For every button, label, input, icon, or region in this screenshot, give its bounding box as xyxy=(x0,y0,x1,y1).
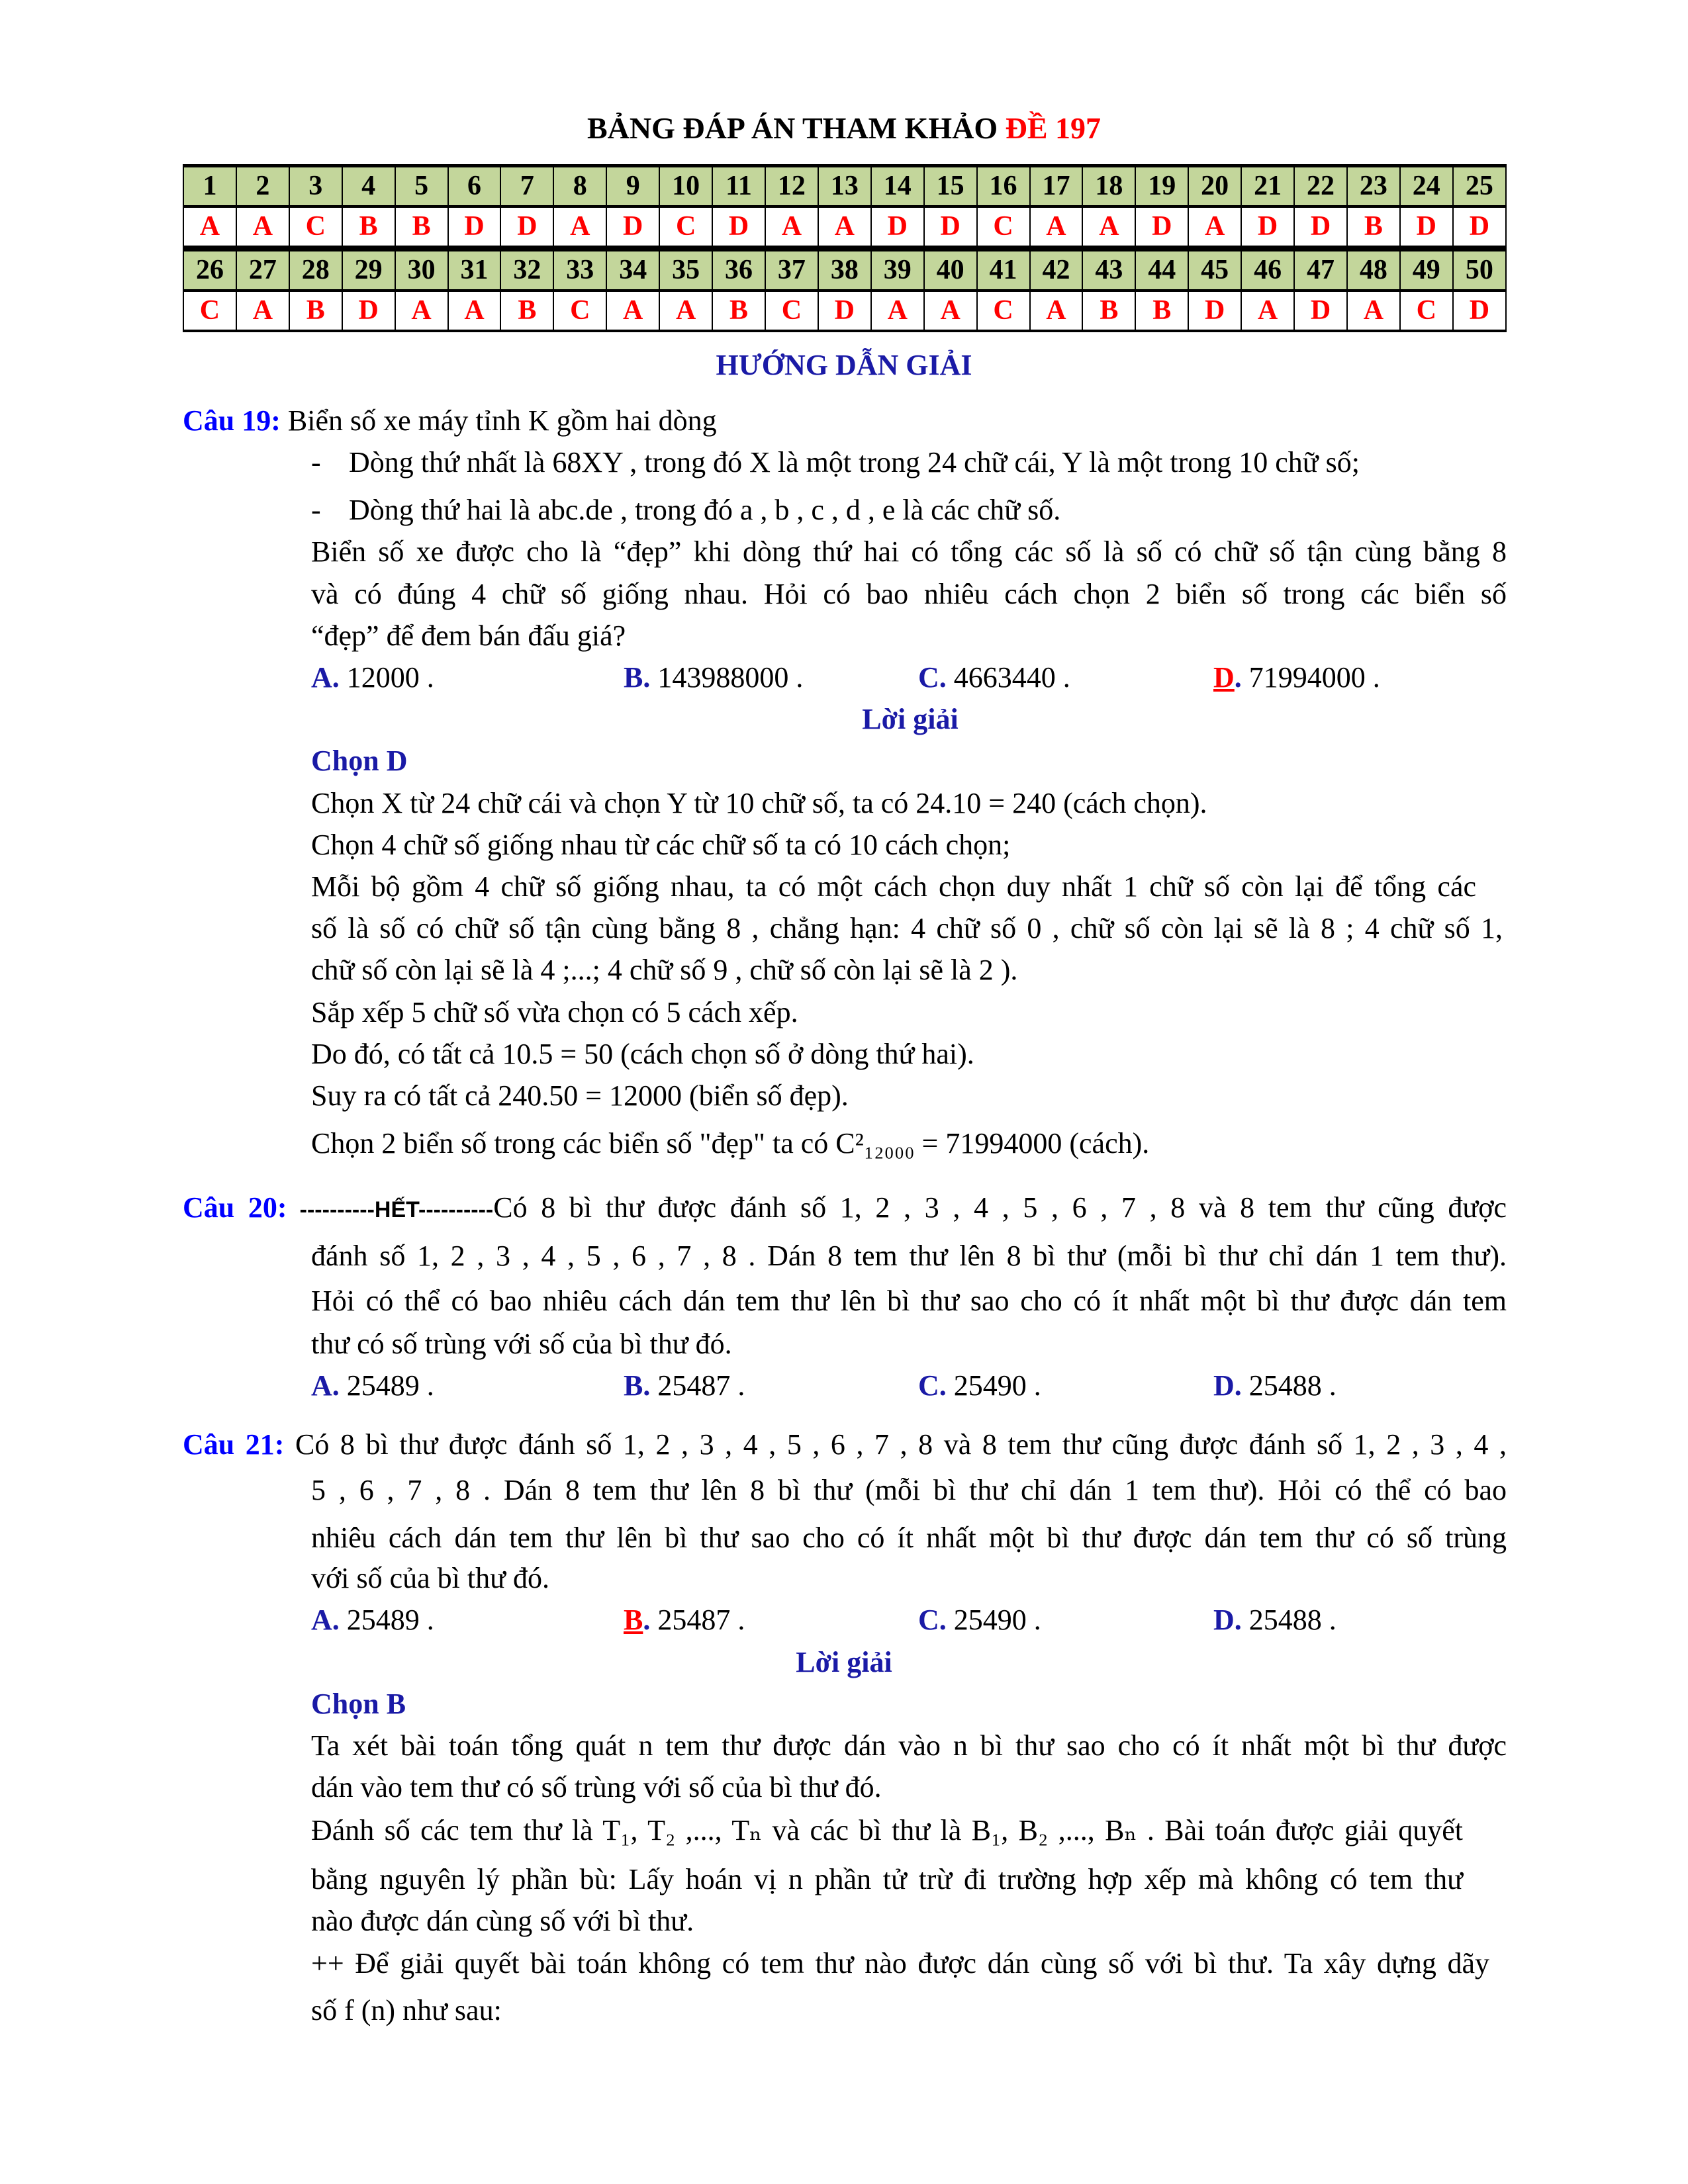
question-number-cell: 32 xyxy=(500,250,553,291)
answer-cell: B xyxy=(342,206,395,247)
option-letter: A. xyxy=(311,661,340,694)
question-number-cell: 30 xyxy=(395,250,448,291)
chosen-answer: Chọn B xyxy=(311,1688,406,1720)
option-value: 25487 . xyxy=(650,1369,745,1402)
answer-cell: A xyxy=(818,206,871,247)
solution-line: Suy ra có tất cả 240.50 = 12000 (biển số đẹp). xyxy=(311,1079,849,1112)
bullet-line xyxy=(311,441,1360,483)
answer-cell: A xyxy=(871,291,924,331)
solution-heading: Lời giải xyxy=(796,1646,892,1678)
question-number-cell: 16 xyxy=(977,166,1030,207)
question-number-cell: 46 xyxy=(1241,250,1294,291)
question-text: và có đúng 4 chữ số giống nhau. Hỏi có bao nhiêu cách chọn 2 biển số trong các biển số xyxy=(311,578,1507,610)
option-dot: . xyxy=(1234,661,1242,694)
answer-cell: D xyxy=(818,291,871,331)
answer-cell: C xyxy=(977,291,1030,331)
question-number-cell: 25 xyxy=(1453,166,1506,207)
answer-cell: C xyxy=(1400,291,1453,331)
question-text: nhiêu cách dán tem thư lên bì thư sao cho có ít nhất một bì thư được dán tem thư có số trùng xyxy=(311,1522,1507,1554)
question-number-cell: 35 xyxy=(659,250,712,291)
options-q21 xyxy=(0,1599,1688,1641)
option-value: 25488 . xyxy=(1241,1369,1336,1402)
solution-line: Mỗi bộ gồm 4 chữ số giống nhau, ta có một cách chọn duy nhất 1 chữ số còn lại để tổng các xyxy=(311,870,1476,903)
question-number-cell: 42 xyxy=(1030,250,1083,291)
option-letter: C. xyxy=(918,1369,947,1402)
answer-cell: B xyxy=(289,291,342,331)
options-q20 xyxy=(0,1365,1688,1406)
question-19 xyxy=(183,400,717,441)
option-c[interactable] xyxy=(918,1365,1041,1406)
solution-line: dán vào tem thư có số trùng với số của bì thư đó. xyxy=(311,1771,882,1803)
answer-cell: A xyxy=(553,206,606,247)
question-number-cell: 11 xyxy=(712,166,765,207)
question-text: “đẹp” để đem bán đấu giá? xyxy=(311,619,626,652)
option-value: 25488 . xyxy=(1241,1604,1336,1636)
question-label: Câu 19: xyxy=(183,404,281,437)
question-21 xyxy=(183,1424,1507,1465)
question-number-cell: 14 xyxy=(871,166,924,207)
answer-cell: D xyxy=(712,206,765,247)
question-text: 5 , 6 , 7 , 8 . Dán 8 tem thư lên 8 bì thư (mỗi bì thư chỉ dán 1 tem thư). Hỏi có thể có bao xyxy=(311,1474,1507,1506)
question-number-cell: 6 xyxy=(448,166,501,207)
answer-cell: B xyxy=(1082,291,1135,331)
answer-cell: D xyxy=(1135,206,1188,247)
answer-cell: D xyxy=(1241,206,1294,247)
answer-cell: A xyxy=(395,291,448,331)
question-number-cell: 20 xyxy=(1188,166,1241,207)
option-a[interactable] xyxy=(311,1365,434,1406)
question-number-cell: 10 xyxy=(659,166,712,207)
option-letter: B xyxy=(624,1604,643,1636)
option-value: 25487 . xyxy=(650,1604,745,1636)
question-number-cell: 12 xyxy=(765,166,818,207)
solution-line: Ta xét bài toán tổng quát n tem thư được dán vào n bì thư sao cho có ít nhất một bì thư được xyxy=(311,1729,1507,1762)
answer-cell: A xyxy=(659,291,712,331)
option-value: 71994000 . xyxy=(1241,661,1380,694)
solution-line: ++ Để giải quyết bài toán không có tem thư nào được dán cùng số với bì thư. Ta xây dựng dãy xyxy=(311,1947,1489,1979)
solution-line: Do đó, có tất cả 10.5 = 50 (cách chọn số ở dòng thứ hai). xyxy=(311,1038,974,1070)
question-number-cell: 33 xyxy=(553,250,606,291)
option-dot: . xyxy=(643,1604,651,1636)
option-letter: D. xyxy=(1213,1604,1242,1636)
question-number-cell: 37 xyxy=(765,250,818,291)
question-number-row xyxy=(183,250,1506,291)
option-c[interactable] xyxy=(918,1599,1041,1641)
question-text: Hỏi có thể có bao nhiêu cách dán tem thư lên bì thư sao cho có ít nhất một bì thư được dán tem xyxy=(311,1285,1507,1317)
option-value: 25490 . xyxy=(946,1369,1041,1402)
question-text: với số của bì thư đó. xyxy=(311,1562,549,1594)
end-marker: ----------HẾT---------- xyxy=(287,1197,494,1222)
answer-cell: A xyxy=(1082,206,1135,247)
question-number-cell: 4 xyxy=(342,166,395,207)
option-letter: D xyxy=(1213,661,1235,694)
answer-cell: A xyxy=(1347,291,1400,331)
answer-cell: B xyxy=(712,291,765,331)
option-d[interactable] xyxy=(1213,1365,1336,1406)
solution-line: số f (n) như sau: xyxy=(311,1994,502,2026)
option-b[interactable] xyxy=(624,657,803,698)
option-letter: C. xyxy=(918,1604,947,1636)
question-number-cell: 5 xyxy=(395,166,448,207)
question-number-cell: 29 xyxy=(342,250,395,291)
answer-cell: C xyxy=(977,206,1030,247)
question-text: Có 8 bì thư được đánh số 1, 2 , 3 , 4 , 5 , 6 , 7 , 8 và 8 tem thư cũng được đánh số 1, 2 , 3 , 4 , xyxy=(284,1428,1507,1461)
question-label: Câu 21: xyxy=(183,1428,285,1461)
answer-cell: A xyxy=(1241,291,1294,331)
question-number-cell: 17 xyxy=(1030,166,1083,207)
answer-key-title xyxy=(0,107,1688,149)
question-number-cell: 23 xyxy=(1347,166,1400,207)
answer-cell: A xyxy=(1030,291,1083,331)
question-number-cell: 8 xyxy=(553,166,606,207)
question-number-cell: 27 xyxy=(236,250,289,291)
answer-cell: C xyxy=(289,206,342,247)
option-letter: B. xyxy=(624,661,651,694)
question-text: thư có số trùng với số của bì thư đó. xyxy=(311,1328,732,1360)
answer-row xyxy=(183,206,1506,247)
question-label: Câu 20: xyxy=(183,1191,287,1224)
question-text: Dòng thứ hai là abc.de , trong đó a , b , c , d , e là các chữ số. xyxy=(349,494,1061,526)
question-number-cell: 22 xyxy=(1294,166,1347,207)
question-number-cell: 24 xyxy=(1400,166,1453,207)
answer-cell: A xyxy=(924,291,977,331)
question-number-cell: 36 xyxy=(712,250,765,291)
option-value: 25489 . xyxy=(339,1604,434,1636)
answer-cell: C xyxy=(183,291,236,331)
answer-table-2 xyxy=(183,248,1507,332)
answer-cell: A xyxy=(448,291,501,331)
question-number-cell: 41 xyxy=(977,250,1030,291)
solution-line: Chọn 2 biển số trong các biển số "đẹp" ta có C²₁₂₀₀₀ = 71994000 (cách). xyxy=(311,1127,1150,1160)
answer-cell: D xyxy=(448,206,501,247)
bullet-line xyxy=(311,489,1105,531)
option-value: 25489 . xyxy=(339,1369,434,1402)
option-d[interactable] xyxy=(1213,1599,1336,1641)
option-value: 25490 . xyxy=(946,1604,1041,1636)
answer-cell: D xyxy=(871,206,924,247)
question-text: Biển số xe được cho là “đẹp” khi dòng thứ hai có tổng các số là số có chữ số tận cùng bằng 8 xyxy=(311,535,1507,568)
solution-line: Chọn 4 chữ số giống nhau từ các chữ số ta có 10 cách chọn; xyxy=(311,829,1011,861)
option-letter: D. xyxy=(1213,1369,1242,1402)
question-number-cell: 19 xyxy=(1135,166,1188,207)
question-number-row xyxy=(183,166,1506,207)
title-text: BẢNG ĐÁP ÁN THAM KHẢO xyxy=(586,111,1006,145)
question-text: Có 8 bì thư được đánh số 1, 2 , 3 , 4 , 5 , 6 , 7 , 8 và 8 tem thư cũng được xyxy=(493,1191,1507,1224)
answer-cell: D xyxy=(1453,206,1506,247)
answer-cell: A xyxy=(1030,206,1083,247)
question-number-cell: 47 xyxy=(1294,250,1347,291)
solution-line: nào được dán cùng số với bì thư. xyxy=(311,1905,694,1937)
answer-cell: D xyxy=(1453,291,1506,331)
options-q19 xyxy=(0,657,1688,698)
question-number-cell: 15 xyxy=(924,166,977,207)
answer-cell: A xyxy=(236,291,289,331)
question-number-cell: 43 xyxy=(1082,250,1135,291)
option-letter: A. xyxy=(311,1369,340,1402)
guide-heading: HƯỚNG DẪN GIẢI xyxy=(716,349,972,381)
option-b[interactable] xyxy=(624,1365,745,1406)
answer-cell: D xyxy=(1294,291,1347,331)
answer-cell: A xyxy=(183,206,236,247)
option-letter: A. xyxy=(311,1604,340,1636)
option-a[interactable] xyxy=(311,657,434,698)
question-number-cell: 3 xyxy=(289,166,342,207)
question-number-cell: 26 xyxy=(183,250,236,291)
question-number-cell: 44 xyxy=(1135,250,1188,291)
solution-line: chữ số còn lại sẽ là 4 ;...; 4 chữ số 9 , chữ số còn lại sẽ là 2 ). xyxy=(311,954,1018,986)
option-b-correct[interactable] xyxy=(624,1599,745,1641)
answer-cell: B xyxy=(395,206,448,247)
question-number-cell: 48 xyxy=(1347,250,1400,291)
answer-cell: A xyxy=(765,206,818,247)
bullet: - xyxy=(311,494,321,526)
option-letter: B. xyxy=(624,1369,651,1402)
option-value: 143988000 . xyxy=(650,661,804,694)
answer-cell: D xyxy=(606,206,659,247)
solution-line: Đánh số các tem thư là T₁, T₂ ,..., Tₙ và các bì thư là B₁, B₂ ,..., Bₙ . Bài toán được giải quyết xyxy=(311,1814,1463,1846)
answer-cell: C xyxy=(659,206,712,247)
answer-cell: B xyxy=(1135,291,1188,331)
question-number-cell: 40 xyxy=(924,250,977,291)
answer-cell: D xyxy=(1400,206,1453,247)
question-text: Biển số xe máy tỉnh K gồm hai dòng xyxy=(280,404,717,437)
answer-table-1 xyxy=(183,164,1507,248)
question-number-cell: 38 xyxy=(818,250,871,291)
answer-cell: D xyxy=(924,206,977,247)
answer-cell: D xyxy=(342,291,395,331)
question-number-cell: 1 xyxy=(183,166,236,207)
answer-cell: D xyxy=(500,206,553,247)
question-number-cell: 18 xyxy=(1082,166,1135,207)
question-number-cell: 45 xyxy=(1188,250,1241,291)
question-text: Dòng thứ nhất là 68XY , trong đó X là một trong 24 chữ cái, Y là một trong 10 chữ số; xyxy=(349,446,1360,478)
option-c[interactable] xyxy=(918,657,1070,698)
question-number-cell: 39 xyxy=(871,250,924,291)
option-a[interactable] xyxy=(311,1599,434,1641)
option-letter: C. xyxy=(918,661,947,694)
answer-cell: D xyxy=(1188,291,1241,331)
answer-cell: A xyxy=(606,291,659,331)
option-value: 12000 . xyxy=(339,661,434,694)
solution-line: Chọn X từ 24 chữ cái và chọn Y từ 10 chữ số, ta có 24.10 = 240 (cách chọn). xyxy=(311,787,1207,819)
bullet: - xyxy=(311,446,321,478)
question-20 xyxy=(183,1187,1507,1228)
option-d-correct[interactable] xyxy=(1213,657,1380,698)
answer-cell: A xyxy=(236,206,289,247)
answer-cell: C xyxy=(553,291,606,331)
answer-cell: D xyxy=(1294,206,1347,247)
question-number-cell: 34 xyxy=(606,250,659,291)
solution-heading: Lời giải xyxy=(862,703,959,735)
question-number-cell: 9 xyxy=(606,166,659,207)
solution-line: bằng nguyên lý phần bù: Lấy hoán vị n phần tử trừ đi trường hợp xếp mà không có tem thư xyxy=(311,1863,1463,1895)
exam-code: ĐỀ 197 xyxy=(1005,111,1102,145)
question-number-cell: 50 xyxy=(1453,250,1506,291)
solution-line: Sắp xếp 5 chữ số vừa chọn có 5 cách xếp. xyxy=(311,996,798,1028)
answer-cell: C xyxy=(765,291,818,331)
question-number-cell: 2 xyxy=(236,166,289,207)
solution-line: số là số có chữ số tận cùng bằng 8 , chẳng hạn: 4 chữ số 0 , chữ số còn lại sẽ là 8 ; 4 chữ số 1, xyxy=(311,912,1503,944)
question-number-cell: 7 xyxy=(500,166,553,207)
option-value: 4663440 . xyxy=(946,661,1070,694)
answer-row xyxy=(183,291,1506,331)
question-text: đánh số 1, 2 , 3 , 4 , 5 , 6 , 7 , 8 . Dán 8 tem thư lên 8 bì thư (mỗi bì thư chỉ dán 1 tem thư). xyxy=(311,1240,1507,1272)
question-number-cell: 13 xyxy=(818,166,871,207)
question-number-cell: 28 xyxy=(289,250,342,291)
chosen-answer: Chọn D xyxy=(311,745,408,777)
answer-cell: A xyxy=(1188,206,1241,247)
answer-cell: B xyxy=(500,291,553,331)
question-number-cell: 31 xyxy=(448,250,501,291)
question-number-cell: 49 xyxy=(1400,250,1453,291)
question-number-cell: 21 xyxy=(1241,166,1294,207)
answer-cell: B xyxy=(1347,206,1400,247)
